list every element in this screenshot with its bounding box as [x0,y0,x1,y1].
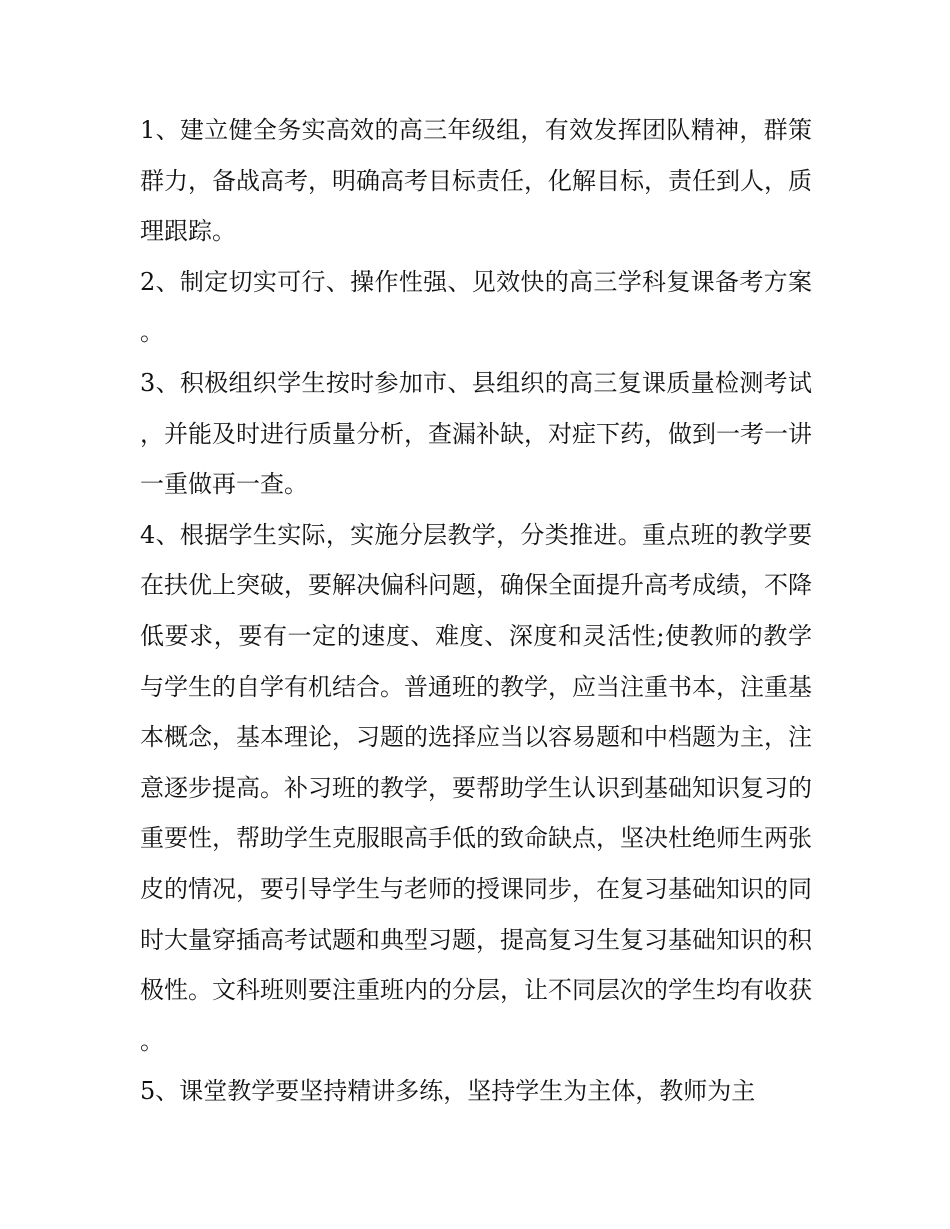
paragraph-4: 4、根据学生实际，实施分层教学，分类推进。重点班的教学要在扶优上突破，要解决偏科问题，确保全面提升高考成绩，不降低要求，要有一定的速度、难度、深度和灵活性;使教师的教学与学生的自学有机结合。普通班的教学，应当注重书本，注重基本概念，基本理论，习题的选择应当以容易题和中档题为主，注意逐步提高。补习班的教学，要帮助学生认识到基础知识复习的重要性，帮助学生克服眼高手低的致命缺点，坚决杜绝师生两张皮的情况，要引导学生与老师的授课同步，在复习基础知识的同时大量穿插高考试题和典型习题，提高复习生复习基础知识的积极性。文科班则要注重班内的分层，让不同层次的学生均有收获。 [140,520,812,1055]
document-body [140,105,812,1117]
paragraph-2: 2、制定切实可行、操作性强、见效快的高三学科复课备考方案。 [140,267,812,347]
paragraph-1: 1、建立健全务实高效的高三年级组，有效发挥团队精神，群策群力，备战高考，明确高考目标责任，化解目标，责任到人，质理跟踪。 [140,116,812,246]
paragraph-3: 3、积极组织学生按时参加市、县组织的高三复课质量检测考试，并能及时进行质量分析，查漏补缺，对症下药，做到一考一讲一重做再一查。 [140,368,812,499]
paragraph-5: 5、课堂教学要坚持精讲多练，坚持学生为主体，教师为主 [140,1077,756,1106]
